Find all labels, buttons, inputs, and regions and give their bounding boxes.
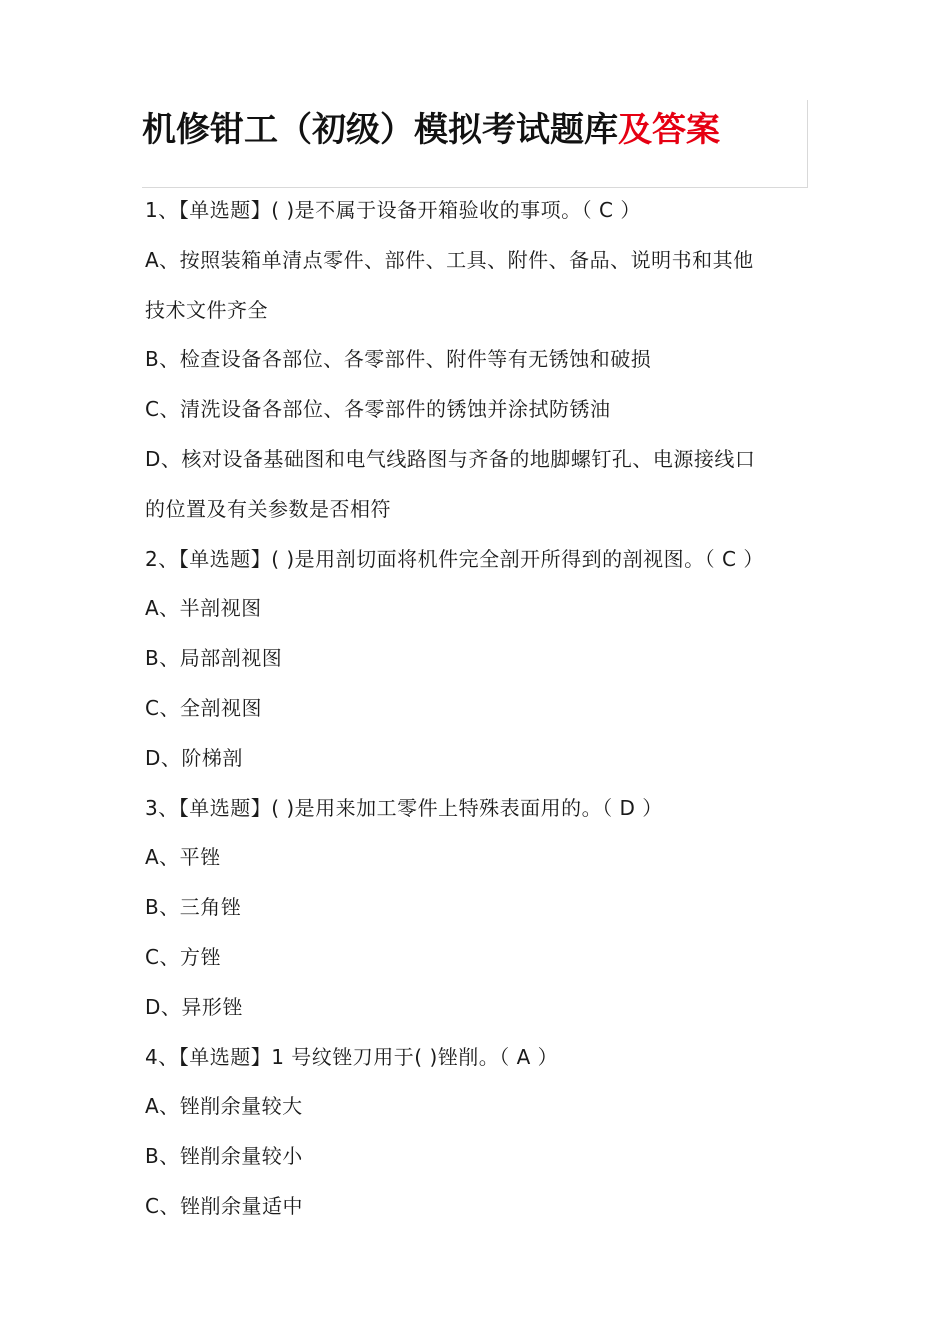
question-4: 4、【单选题】1 号纹锉刀用于( )锉削。（ A ） [145, 1044, 559, 1069]
question-4-option-a: A、锉削余量较大 [145, 1094, 303, 1119]
question-1-option-d: D、核对设备基础图和电气线路图与齐备的地脚螺钉孔、电源接线口 [145, 446, 756, 471]
question-1-option-d-continued: 的位置及有关参数是否相符 [145, 496, 391, 521]
question-2: 2、【单选题】( )是用剖切面将机件完全剖开所得到的剖视图。（ C ） [145, 546, 764, 571]
title-accent: 及答案 [618, 110, 720, 150]
question-1-option-c: C、清洗设备各部位、各零部件的锈蚀并涂拭防锈油 [145, 397, 611, 422]
question-4-option-c: C、锉削余量适中 [145, 1193, 303, 1218]
document-title [142, 106, 720, 154]
question-3-option-d: D、异形锉 [145, 994, 243, 1019]
question-1: 1、【单选题】( )是不属于设备开箱验收的事项。（ C ） [145, 198, 641, 222]
question-4-option-b: B、锉削余量较小 [145, 1144, 303, 1169]
title-main: 机修钳工（初级）模拟考试题库 [142, 110, 618, 150]
question-list [145, 186, 825, 1232]
question-2-option-b: B、局部剖视图 [145, 646, 283, 671]
question-1-option-a-continued: 技术文件齐全 [145, 297, 268, 322]
question-3: 3、【单选题】( )是用来加工零件上特殊表面用的。（ D ） [145, 795, 663, 820]
question-3-option-a: A、平锉 [145, 845, 221, 870]
question-1-option-a: A、按照装箱单清点零件、部件、工具、附件、备品、说明书和其他 [145, 247, 754, 272]
question-3-option-c: C、方锉 [145, 944, 221, 969]
question-2-option-a: A、半剖视图 [145, 596, 262, 621]
question-2-option-c: C、全剖视图 [145, 695, 262, 720]
question-3-option-b: B、三角锉 [145, 895, 242, 920]
question-2-option-d: D、阶梯剖 [145, 745, 243, 770]
question-1-option-b: B、检查设备各部位、各零部件、附件等有无锈蚀和破损 [145, 347, 652, 372]
